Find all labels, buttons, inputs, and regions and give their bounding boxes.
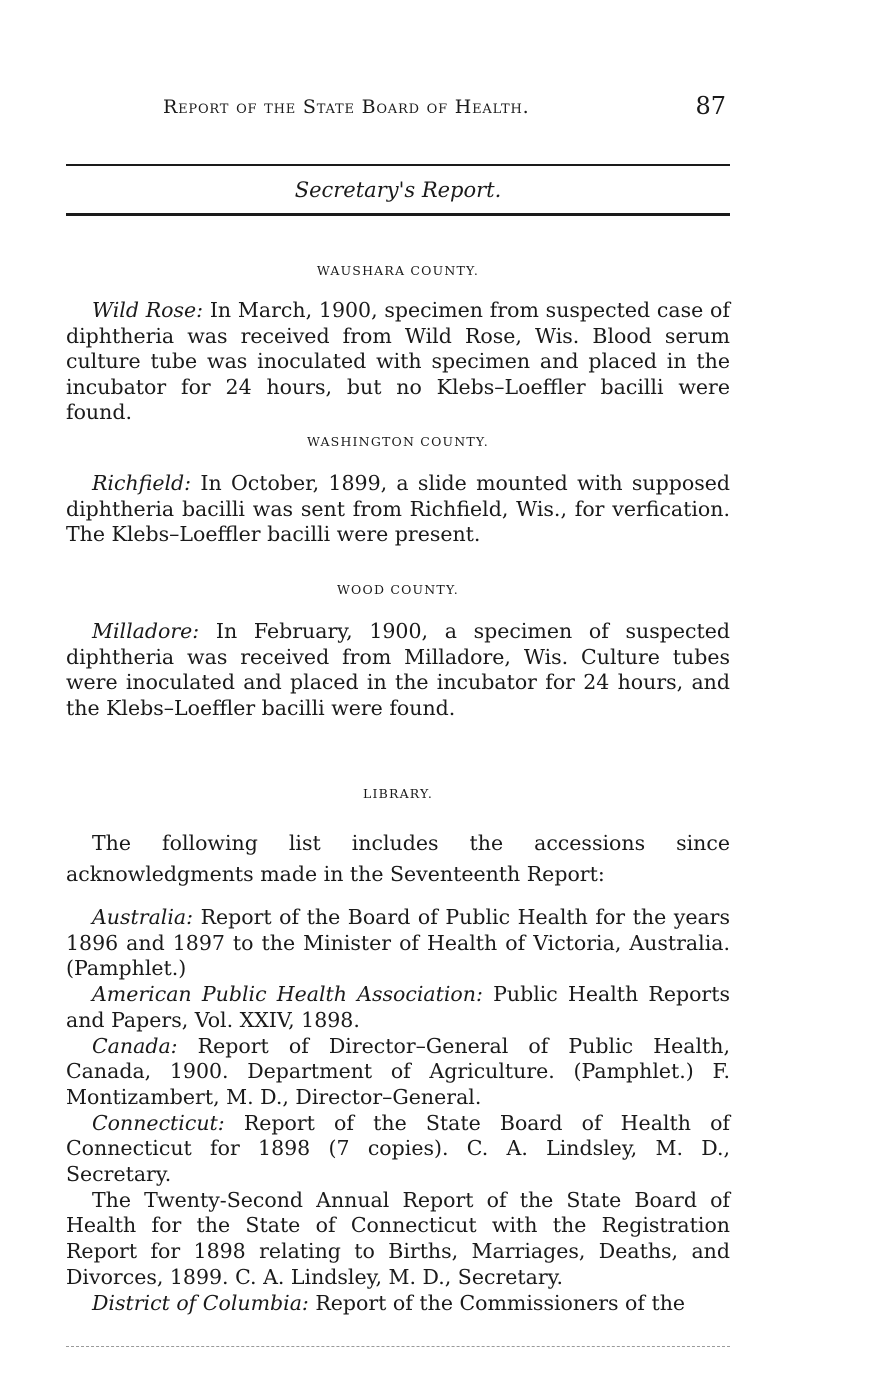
library-entry-australia [66, 905, 730, 982]
wood-paragraph [66, 619, 730, 721]
waushara-text: In March, 1900, specimen from suspected case of diphtheria was received from Wild Rose, Wis. Blood serum culture tube was inoculated with specimen and placed in the incubator for 24 hours, but no Klebs–Loeffler bacilli were found. [66, 298, 730, 424]
entry-lead: District of Columbia: [92, 1290, 309, 1315]
library-entry-connecticut [66, 1111, 730, 1188]
entry-text: Report of the State Board of Health of Connecticut for 1898 (7 copies). C. A. Lindsley, M. D., Secretary. [66, 1110, 730, 1187]
waushara-lead: Wild Rose: [92, 298, 204, 322]
entry-lead: Connecticut: [92, 1110, 225, 1135]
entry-text: Report of Director–General of Public Health, Canada, 1900. Department of Agriculture. (Pamphlet.) F. Montizambert, M. D., Director–General. [66, 1033, 730, 1109]
wood-text: In February, 1900, a specimen of suspected diphtheria was received from Milladore, Wis. Culture tubes were inoculated and placed in the incubator for 24 hours, and the Klebs–Loeffler bacilli were found. [66, 619, 730, 720]
washington-heading: WASHINGTON COUNTY. [307, 434, 489, 449]
waushara-heading: WAUSHARA COUNTY. [316, 263, 480, 278]
top-rule [66, 164, 730, 166]
entry-lead: Australia: [92, 905, 194, 929]
wood-heading: WOOD COUNTY. [337, 582, 459, 597]
entry-lead: Canada: [92, 1033, 178, 1058]
entry-lead: American Public Health Association: [92, 982, 483, 1007]
running-head [66, 92, 730, 126]
entry-text: Report of the Board of Public Health for the years 1896 and 1897 to the Minister of Health of Victoria, Australia. (Pamphlet.) [66, 905, 730, 981]
waushara-paragraph [66, 298, 730, 426]
wood-lead: Milladore: [92, 619, 200, 643]
washington-text: In October, 1899, a slide mounted with supposed diphtheria bacilli was sent from Richfield, Wis., for verfication. The Klebs–Loeffler bacilli were present. [66, 471, 730, 546]
entry-text: The Twenty-Second Annual Report of the State Board of Health for the State of Connecticut with the Registration Report for 1898 relating to Births, Marriages, Deaths, and Divorces, 1899. C. A. Lindsley, M. D., Secretary. [66, 1187, 730, 1289]
page-number: 87 [695, 92, 726, 120]
running-title: Report of the State Board of Health. [163, 96, 530, 118]
library-entry-canada [66, 1034, 730, 1111]
library-entry-apha [66, 982, 730, 1033]
washington-paragraph [66, 471, 730, 548]
entry-text: Public Health Reports and Papers, Vol. XXIV, 1898. [66, 982, 730, 1032]
entry-text: Report of the Commissioners of the [308, 1290, 686, 1315]
library-heading: LIBRARY. [362, 786, 434, 801]
footer-dashed-rule [66, 1346, 730, 1347]
washington-lead: Richfield: [92, 471, 192, 495]
library-intro: The following list includes the accessions since acknowledgments made in the Seventeenth Report: [66, 831, 730, 886]
bottom-rule [66, 213, 730, 216]
library-entry-district-of-columbia [66, 1291, 730, 1317]
section-title: Secretary's Report. [294, 178, 502, 202]
library-entry-connecticut-annual [66, 1188, 730, 1291]
library-list [66, 905, 730, 1316]
